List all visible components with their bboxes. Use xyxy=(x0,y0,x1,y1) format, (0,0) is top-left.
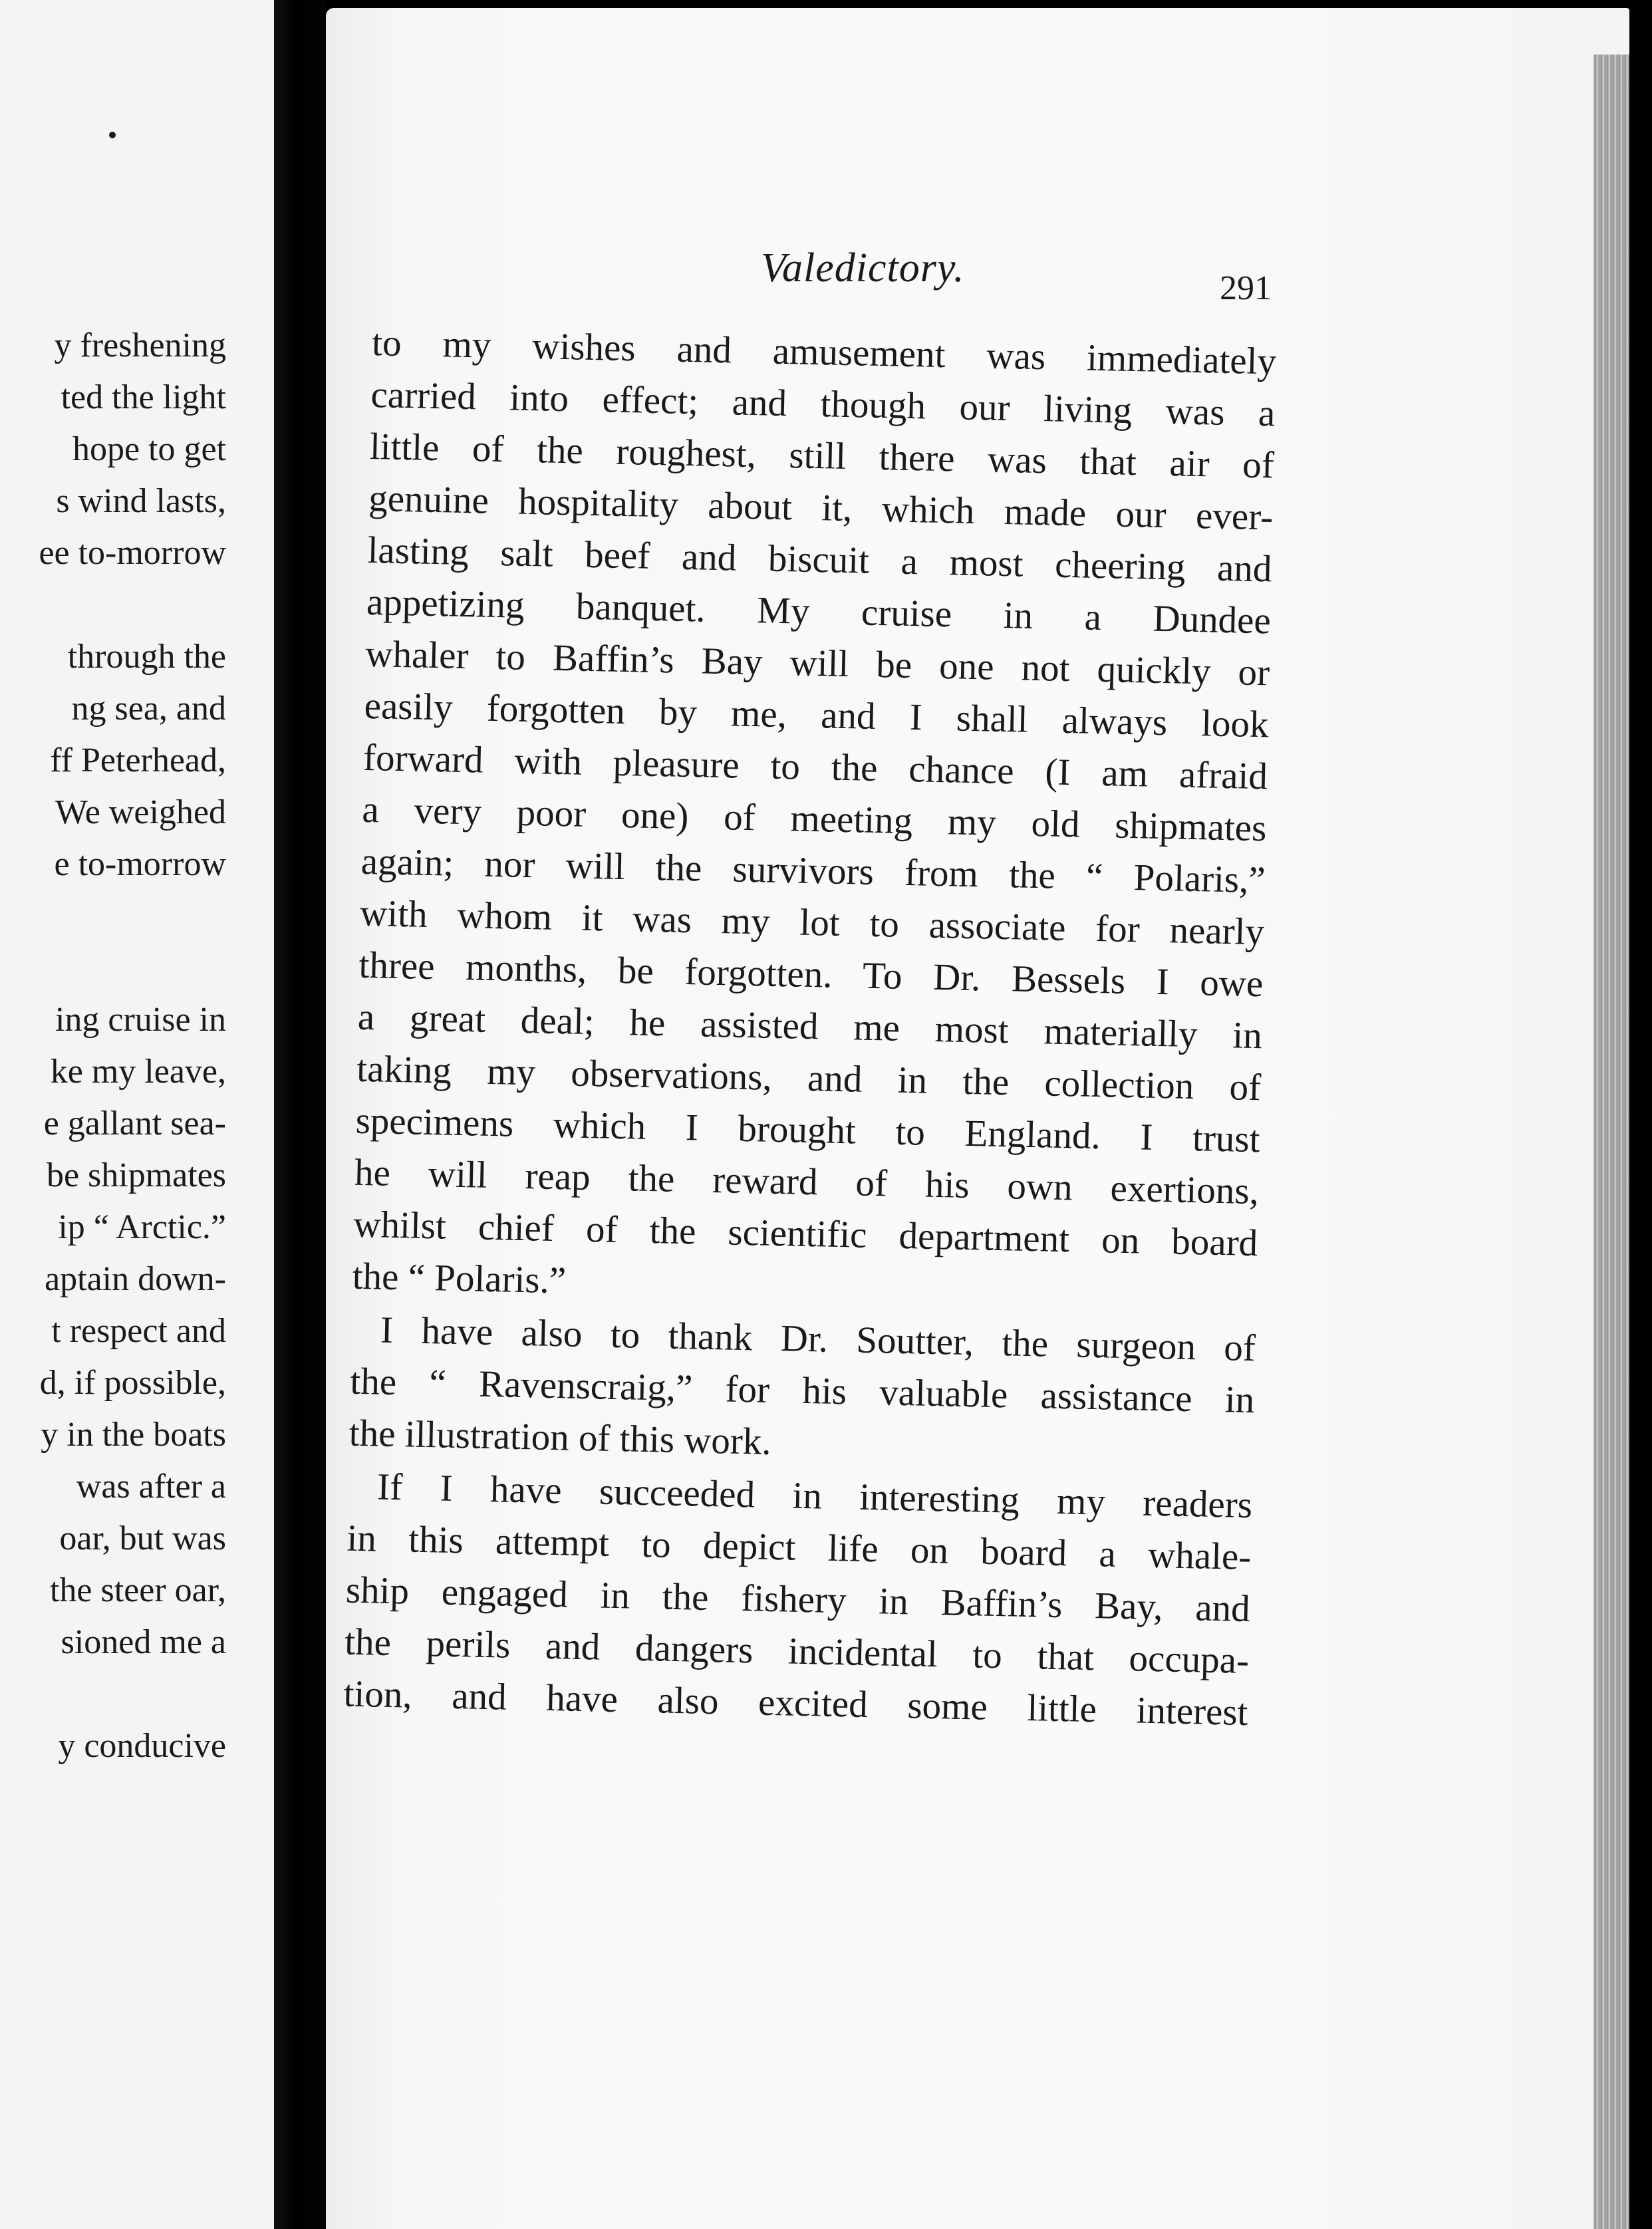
body-line: appetizing banquet. My cruise in a Dundee xyxy=(366,581,1272,642)
body-line: little of the roughest, still there was that air of xyxy=(369,425,1275,487)
body-line: to my wishes and amusement was immediately xyxy=(371,321,1277,383)
body-line: I have also to thank Dr. Soutter, the surgeon of xyxy=(380,1309,1256,1370)
page-edge xyxy=(1593,55,1629,2229)
body-line: genuine hospitality about it, which made our ever- xyxy=(368,477,1274,539)
left-page-line: the steer oar, xyxy=(49,1571,226,1609)
body-line: ship engaged in the fishery in Baffin’s Bay, and xyxy=(345,1569,1251,1631)
left-page-line: e gallant sea- xyxy=(43,1105,226,1142)
left-page xyxy=(0,0,274,2229)
left-page-line: ng sea, and xyxy=(71,690,226,727)
left-page-line: ee to-morrow xyxy=(39,534,226,572)
body-line: If I have succeeded in interesting my readers xyxy=(376,1466,1253,1527)
left-page-line: sioned me a xyxy=(61,1623,226,1661)
body-line: he will reap the reward of his own exertions, xyxy=(354,1151,1260,1213)
left-page-line: ing cruise in xyxy=(55,1001,226,1039)
left-page-line: y conducive xyxy=(58,1727,226,1765)
left-page-line: d, if possible, xyxy=(39,1364,226,1402)
body-line: easily forgotten by me, and I shall always look xyxy=(364,684,1270,746)
body-line: taking my observations, and in the collection of xyxy=(356,1047,1262,1109)
body-line: in this attempt to depict life on board a whale- xyxy=(346,1517,1252,1579)
left-page-line: We weighed xyxy=(55,793,226,831)
body-line: lasting salt beef and biscuit a most cheering and xyxy=(367,529,1273,590)
left-page-line: y freshening xyxy=(54,327,226,364)
left-page-line: oar, but was xyxy=(59,1519,226,1557)
page-number: 291 xyxy=(1220,269,1272,307)
body-line: whaler to Baffin’s Bay will be one not quickly or xyxy=(364,632,1270,694)
body-line: the illustration of this work. xyxy=(348,1412,772,1463)
body-line: with whom it was my lot to associate for nearly xyxy=(359,892,1265,954)
left-page-line: hope to get xyxy=(72,430,226,468)
left-page-line: was after a xyxy=(76,1468,226,1506)
left-page-line: ff Peterhead, xyxy=(50,741,226,779)
body-line: the “ Polaris.” xyxy=(352,1255,567,1302)
left-page-line: y in the boats xyxy=(41,1416,226,1454)
body-line: forward with pleasure to the chance (I am afraid xyxy=(362,736,1268,798)
body-line: a great deal; he assisted me most materially in xyxy=(357,995,1263,1057)
left-page-line: e to-morrow xyxy=(54,845,226,883)
body-line: tion, and have also excited some little interest xyxy=(343,1672,1249,1734)
left-page-line: ke my leave, xyxy=(50,1053,226,1091)
body-line: carried into effect; and though our living was a xyxy=(370,373,1276,435)
body-line: three months, be forgotten. To Dr. Bessels I owe xyxy=(358,944,1264,1005)
body-line: whilst chief of the scientific department on board xyxy=(352,1203,1258,1265)
body-line: the perils and dangers incidental to that occupa- xyxy=(344,1621,1250,1682)
left-page-line: through the xyxy=(67,638,226,676)
left-page-line: ip “ Arctic.” xyxy=(58,1208,226,1246)
left-page-line: aptain down- xyxy=(45,1260,226,1298)
body-line: specimens which I brought to England. I trust xyxy=(355,1099,1261,1161)
body-line: again; nor will the survivors from the “ Polaris,” xyxy=(360,840,1266,902)
body-line: the “ Ravenscraig,” for his valuable assistance in xyxy=(349,1360,1255,1422)
running-head: Valedictory. xyxy=(761,245,965,291)
book-gutter xyxy=(274,0,326,2229)
left-page-line: s wind lasts, xyxy=(56,482,226,520)
left-page-line: be shipmates xyxy=(46,1156,226,1194)
left-page-line: ted the light xyxy=(61,378,226,416)
ink-mark xyxy=(109,132,116,138)
left-page-line: t respect and xyxy=(51,1312,226,1350)
body-line: a very poor one) of meeting my old shipmates xyxy=(361,788,1267,850)
